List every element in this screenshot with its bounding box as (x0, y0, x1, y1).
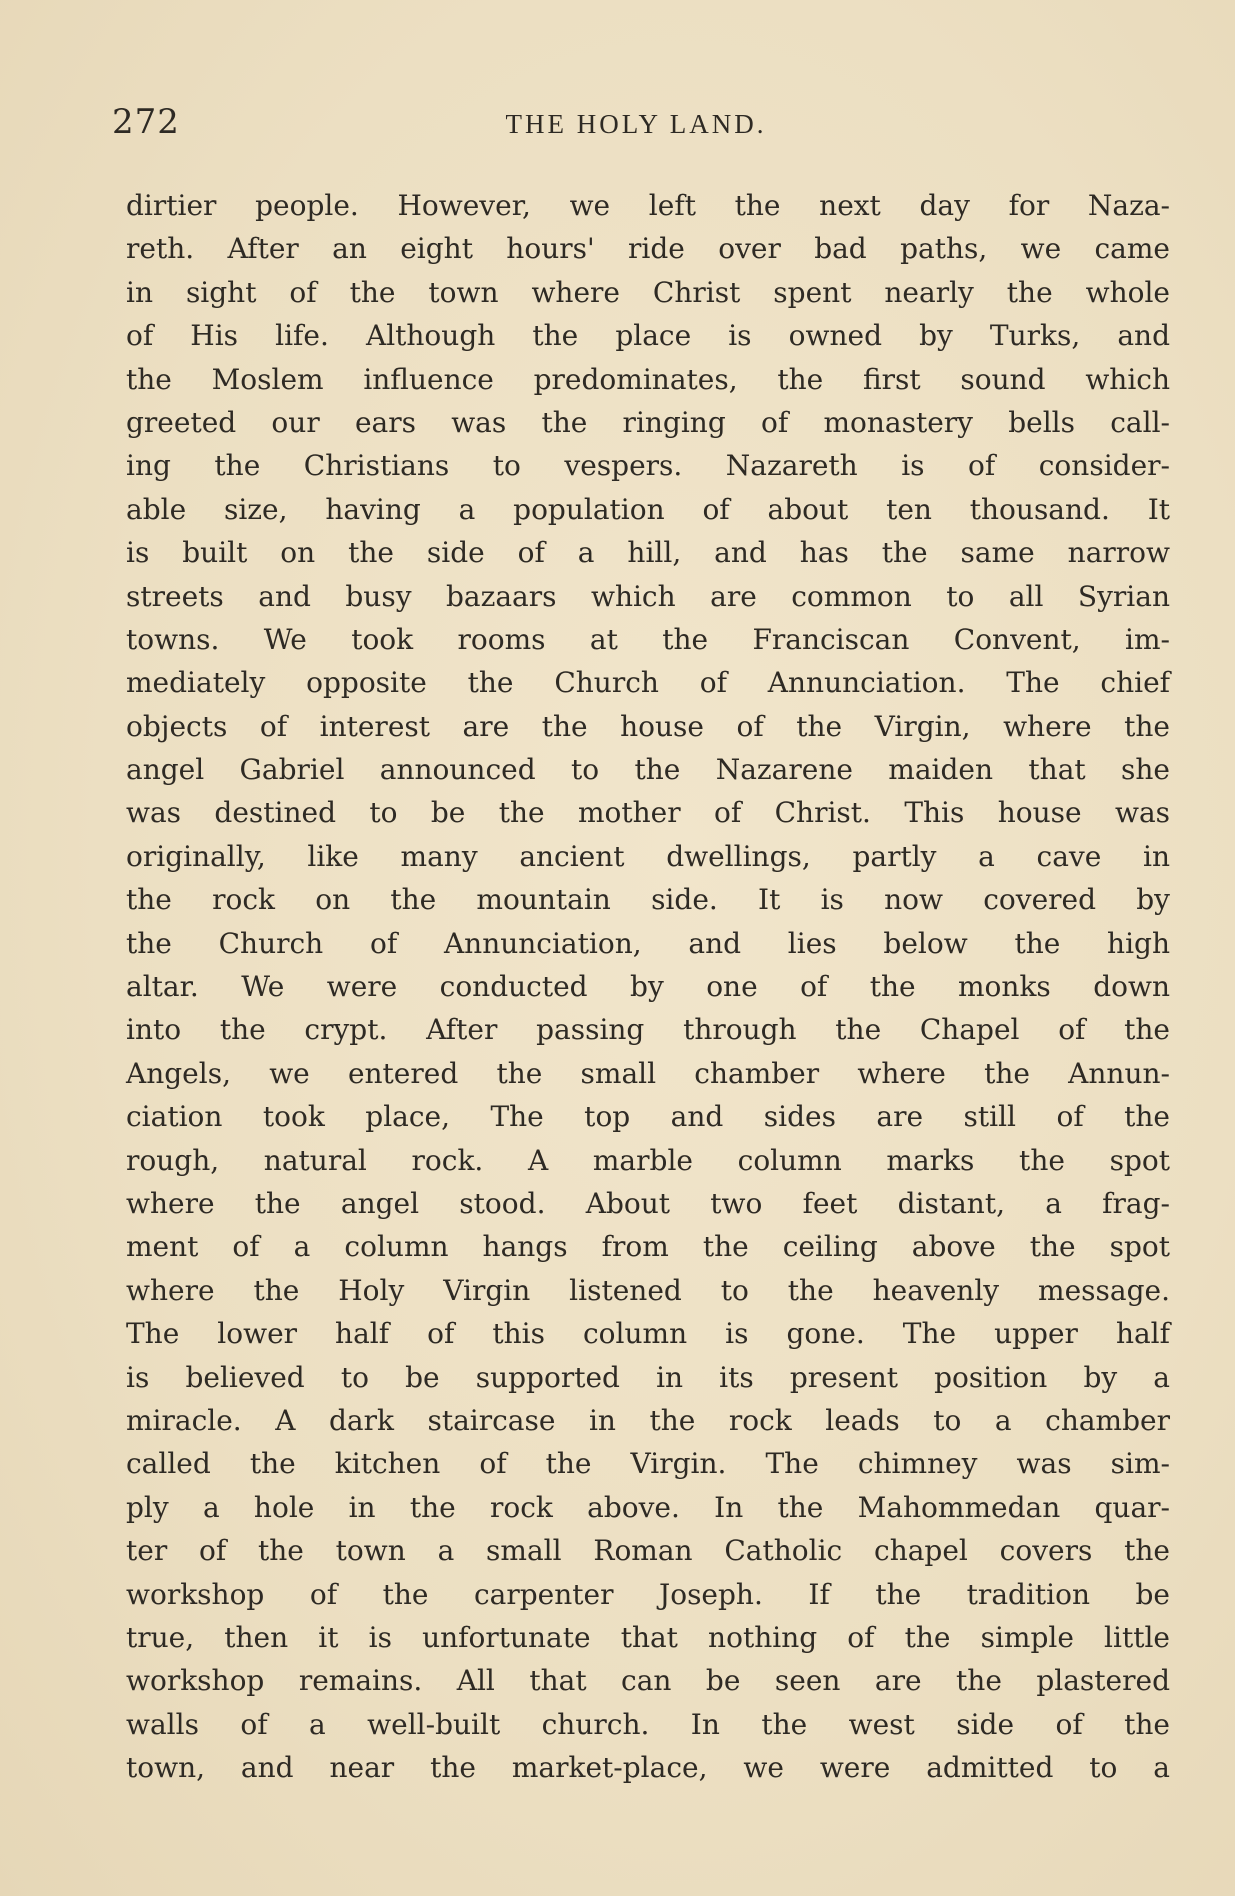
text-line: towns. We took rooms at the Franciscan Convent, im- (126, 622, 1170, 656)
text-line: Angels, we entered the small chamber where the Annun- (126, 1056, 1170, 1090)
text-line: originally, like many ancient dwellings, partly a cave in (126, 839, 1170, 873)
text-line: miracle. A dark staircase in the rock leads to a chamber (126, 1403, 1170, 1437)
text-line: the Moslem influence predominates, the first sound which (126, 362, 1170, 396)
text-line: ciation took place, The top and sides are still of the (126, 1100, 1170, 1134)
text-line: of His life. Although the place is owned by Turks, and (126, 319, 1170, 353)
text-line: ter of the town a small Roman Catholic chapel covers the (126, 1534, 1170, 1568)
text-line: streets and busy bazaars which are common to all Syrian (126, 579, 1170, 613)
text-line: workshop of the carpenter Joseph. If the tradition be (126, 1577, 1170, 1611)
text-line: able size, having a population of about ten thousand. It (126, 492, 1170, 526)
text-line: reth. After an eight hours' ride over bad paths, we came (126, 232, 1170, 266)
text-line: town, and near the market-place, we were admitted to a (126, 1751, 1170, 1785)
body-text (126, 184, 1170, 1789)
text-line: altar. We were conducted by one of the monks down (126, 970, 1170, 1004)
text-line: the Church of Annunciation, and lies below the high (126, 926, 1170, 960)
page-header (112, 102, 1160, 152)
text-line: objects of interest are the house of the Virgin, where the (126, 709, 1170, 743)
text-line: true, then it is unfortunate that nothing of the simple little (126, 1620, 1170, 1654)
text-line: walls of a well-built church. In the west side of the (126, 1707, 1170, 1741)
page-number: 272 (112, 102, 180, 142)
text-line: dirtier people. However, we left the next day for Naza- (126, 189, 1170, 222)
text-line: the rock on the mountain side. It is now covered by (126, 883, 1170, 917)
text-line: The lower half of this column is gone. The upper half (126, 1317, 1170, 1351)
text-line: where the Holy Virgin listened to the heavenly message. (126, 1273, 1170, 1307)
text-line: ment of a column hangs from the ceiling above the spot (126, 1230, 1170, 1264)
text-line: called the kitchen of the Virgin. The chimney was sim- (126, 1447, 1170, 1481)
text-line: in sight of the town where Christ spent nearly the whole (126, 275, 1170, 309)
text-line: ply a hole in the rock above. In the Mahommedan quar- (126, 1490, 1170, 1524)
text-line: workshop remains. All that can be seen are the plastered (126, 1664, 1170, 1698)
running-title: THE HOLY LAND. (505, 109, 767, 139)
text-line: angel Gabriel announced to the Nazarene maiden that she (126, 753, 1170, 787)
text-line: rough, natural rock. A marble column marks the spot (126, 1143, 1170, 1177)
text-line: is built on the side of a hill, and has the same narrow (126, 536, 1170, 570)
text-line: where the angel stood. About two feet distant, a frag- (126, 1186, 1170, 1220)
text-line: is believed to be supported in its present position by a (126, 1360, 1170, 1394)
text-line: into the crypt. After passing through the Chapel of the (126, 1013, 1170, 1047)
text-line: was destined to be the mother of Christ. This house was (126, 796, 1170, 830)
text-line: mediately opposite the Church of Annunciation. The chief (126, 666, 1170, 700)
text-line: greeted our ears was the ringing of monastery bells call- (126, 405, 1170, 439)
text-line: ing the Christians to vespers. Nazareth is of consider- (126, 449, 1170, 483)
